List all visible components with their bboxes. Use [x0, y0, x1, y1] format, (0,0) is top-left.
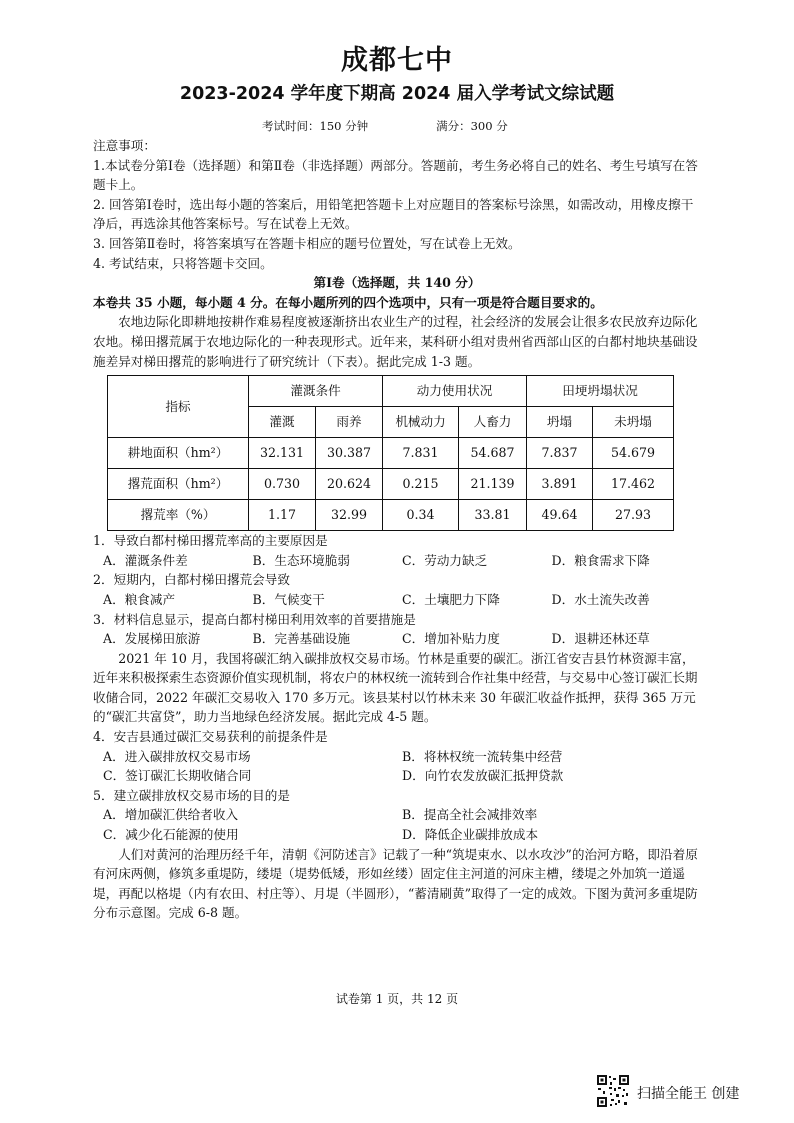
question-options [93, 551, 701, 571]
section-instruction: 本卷共 35 小题，每小题 4 分。在每小题所列的四个选项中，只有一项是符合题目要求的。 [93, 294, 603, 310]
table-cell: 20.624 [316, 469, 383, 500]
notice-heading: 注意事项： [93, 138, 156, 153]
table-cell: 49.64 [527, 500, 593, 531]
passage-terrace: 农地边际化即耕地按耕作难易程度被逐渐挤出农业生产的过程，社会经济的发展会让很多农民放弃边际化农地。梯田撂荒属于农地边际化的一种表现形式。近年来，某科研小组对贵州省西部山区的白都村地块基础设施差异对梯田撂荒的影响进行了研究统计（下表）。据此完成 1-3 题。 [93, 314, 698, 369]
question-options [93, 629, 701, 649]
option: B．将林权统一流转集中经营 [402, 748, 563, 764]
option: C．土壤肥力下降 [402, 591, 500, 607]
question-options [93, 747, 701, 767]
notice-item: 2. 回答第Ⅰ卷时，选出每小题的答案后，用铅笔把答题卡上对应题目的答案标号涂黑，如需改动，用橡皮擦干净后，再选涂其他答案标号。写在试卷上无效。 [93, 196, 694, 232]
qr-code-icon [596, 1074, 630, 1108]
table-row [108, 438, 674, 469]
option: D．退耕还林还草 [551, 631, 650, 647]
section-heading: 第Ⅰ卷（选择题，共 140 分） [313, 275, 481, 291]
question-stem: 3．材料信息显示，提高白都村梯田利用效率的首要措施是 [93, 611, 416, 627]
table-cell: 7.837 [527, 438, 593, 469]
table-cell: 7.831 [383, 438, 459, 469]
option: B．气候变干 [252, 591, 325, 607]
table-group-header: 动力使用状况 [383, 376, 527, 407]
exam-body [93, 136, 701, 923]
table-row-label: 耕地面积（hm²） [108, 438, 249, 469]
terrace-table [107, 375, 674, 531]
scanner-watermark: 扫描全能王 创建 [637, 1086, 740, 1102]
table-row-label: 撂荒面积（hm²） [108, 469, 249, 500]
question-stem: 4．安吉县通过碳汇交易获利的前提条件是 [93, 729, 328, 745]
table-cell: 0.730 [249, 469, 316, 500]
table-cell: 3.891 [527, 469, 593, 500]
question-stem: 5．建立碳排放权交易市场的目的是 [93, 787, 290, 803]
table-cell: 0.34 [383, 500, 459, 531]
question-stem: 2．短期内，白都村梯田撂荒会导致 [93, 572, 290, 588]
exam-score: 满分：300 分 [436, 119, 508, 133]
question-stem: 1．导致白都村梯田撂荒率高的主要原因是 [93, 533, 328, 549]
option: D．向竹农发放碳汇抵押贷款 [402, 768, 564, 784]
passage-carbon: 2021 年 10 月，我国将碳汇纳入碳排放权交易市场。竹林是重要的碳汇。浙江省安吉县竹林资源丰富，近年来积极探索生态资源价值实现机制，将农户的林权统一流转到合作社集中经营，与交易中心签订碳汇长期收储合同，2022 年碳汇交易收入 170 多万元。该县某村以竹林未来 30 年碳汇收益作抵押，获得 365 万元的“碳汇共富贷”，助力当地绿色经济发展。据此完成 4-5 题。 [93, 650, 698, 725]
table-col-header: 人畜力 [459, 407, 527, 438]
option: A．增加碳汇供给者收入 [103, 807, 239, 823]
school-name: 成都七中 [341, 45, 453, 76]
table-cell: 30.387 [316, 438, 383, 469]
option: A．发展梯田旅游 [103, 631, 201, 647]
exam-meta [262, 118, 508, 134]
option: A．灌溉条件差 [103, 552, 188, 568]
table-col-header: 坍塌 [527, 407, 593, 438]
table-row-label: 撂荒率（%） [108, 500, 249, 531]
table-cell: 1.17 [249, 500, 316, 531]
option: D．粮食需求下降 [551, 552, 650, 568]
table-cell: 0.215 [383, 469, 459, 500]
table-col-header: 机械动力 [383, 407, 459, 438]
table-cell: 33.81 [459, 500, 527, 531]
notice-item: 1.本试卷分第Ⅰ卷（选择题）和第Ⅱ卷（非选择题）两部分。答题前，考生务必将自己的姓名、考生号填写在答题卡上。 [93, 157, 698, 193]
page-footer: 试卷第 1 页，共 12 页 [335, 992, 459, 1006]
table-row [108, 469, 674, 500]
option: B．生态环境脆弱 [252, 552, 350, 568]
table-cell: 54.687 [459, 438, 527, 469]
table-col-header: 未坍塌 [593, 407, 674, 438]
table-group-header: 田埂坍塌状况 [527, 376, 674, 407]
notice-item: 4. 考试结束，只将答题卡交回。 [93, 255, 273, 271]
option: A．粮食减产 [103, 591, 176, 607]
question-options [93, 590, 701, 610]
table-cell: 32.131 [249, 438, 316, 469]
option: B．完善基础设施 [252, 631, 350, 647]
table-col-header: 灌溉 [249, 407, 316, 438]
option: B．提高全社会减排效率 [402, 807, 538, 823]
table-group-header: 灌溉条件 [249, 376, 383, 407]
question-options [93, 805, 701, 825]
table-index-header: 指标 [108, 376, 249, 438]
option: A．进入碳排放权交易市场 [103, 748, 251, 764]
table-row [108, 500, 674, 531]
option: C．增加补贴力度 [402, 631, 500, 647]
table-cell: 54.679 [593, 438, 674, 469]
table-col-header: 雨养 [316, 407, 383, 438]
question-options [93, 825, 701, 845]
notice-item: 3. 回答第Ⅱ卷时，将答案填写在答题卡相应的题号位置处，写在试卷上无效。 [93, 235, 521, 251]
option: D．降低企业碳排放成本 [402, 827, 539, 843]
table-cell: 32.99 [316, 500, 383, 531]
option: C．减少化石能源的使用 [103, 827, 239, 843]
table-cell: 27.93 [593, 500, 674, 531]
table-cell: 17.462 [593, 469, 674, 500]
question-options [93, 766, 701, 786]
option: C．签订碳汇长期收储合同 [103, 768, 252, 784]
exam-time: 考试时间：150 分钟 [262, 119, 369, 133]
option: D．水土流失改善 [551, 591, 650, 607]
exam-title: 2023-2024 学年度下期高 2024 届入学考试文综试题 [179, 84, 615, 104]
option: C．劳动力缺乏 [402, 552, 488, 568]
table-cell: 21.139 [459, 469, 527, 500]
passage-yellow-river: 人们对黄河的治理历经千年，清朝《河防述言》记载了一种“筑堤束水、以水攻沙”的治河方略，即沿着原有河床两侧，修筑多重堤防，缕堤（堤势低矮，形如丝缕）固定住主河道的河床主槽，缕堤之外加筑一道遥堤，再配以格堤（内有农田、村庄等）、月堤（半圆形），“蓄清刷黄”取得了一定的成效。下图为黄河多重堤防分布示意图。完成 6-8 题。 [93, 846, 698, 921]
